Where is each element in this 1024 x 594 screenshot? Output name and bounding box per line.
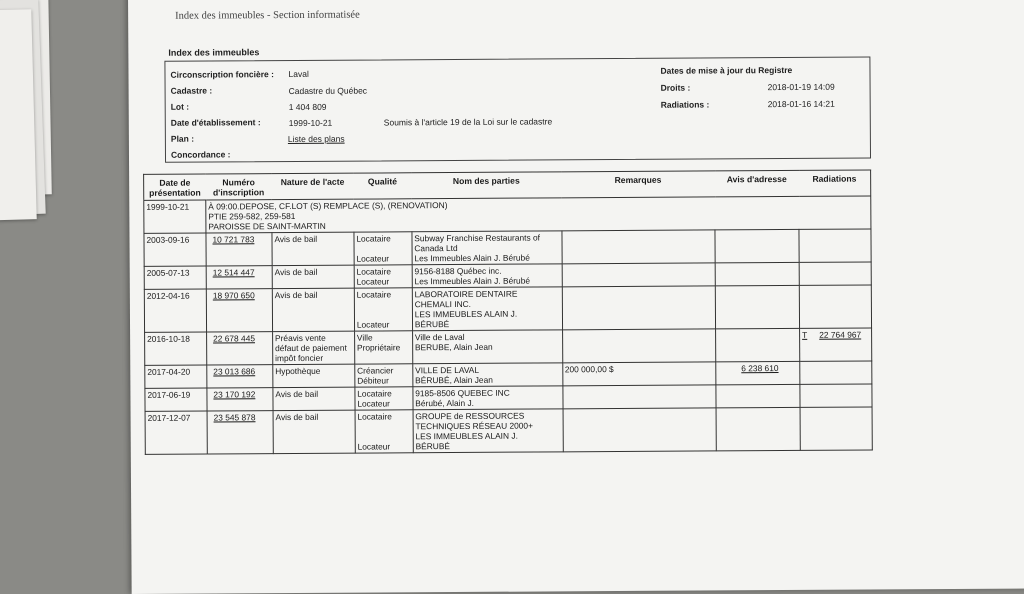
radiations-value: 2018-01-16 14:21 xyxy=(767,98,835,110)
party-name: Ville de Laval xyxy=(414,331,465,343)
cell-nature: Avis de bail xyxy=(273,410,355,453)
cell-parties xyxy=(412,330,562,364)
cell-date: 1999-10-21 xyxy=(144,200,206,233)
cell-date: 2003-09-16 xyxy=(144,233,206,266)
table-row xyxy=(144,285,871,332)
cell-remarques xyxy=(562,329,716,363)
cell-remarques xyxy=(562,385,716,409)
note-line: À 09:00.DEPOSE, CF.LOT (S) REMPLACE (S), (RENOVATION) xyxy=(208,200,448,212)
background-paper xyxy=(0,9,37,221)
col-header-radiations: Radiations xyxy=(799,170,871,196)
role: Locataire xyxy=(357,388,392,399)
document-header: Index des immeubles - Section informatisée xyxy=(175,9,360,22)
party-name: BÉRUBÉ xyxy=(415,441,451,452)
inscription-link[interactable]: 12 514 447 xyxy=(212,267,255,278)
party-name: BERUBE, Alain Jean xyxy=(414,341,493,353)
cell-parties xyxy=(412,287,562,331)
cell-numero xyxy=(207,332,273,365)
cell-radiations xyxy=(799,262,871,285)
cell-numero xyxy=(206,289,272,332)
nature-line: Préavis vente xyxy=(274,332,326,344)
col-header-remarques: Remarques xyxy=(561,171,715,198)
col-header-avis: Avis d'adresse xyxy=(715,170,799,197)
cell-numero xyxy=(206,266,272,289)
table-row xyxy=(145,328,872,365)
cell-qualite xyxy=(354,232,412,265)
table-row xyxy=(144,196,871,233)
cell-numero xyxy=(207,365,273,388)
circonscription-label: Circonscription foncière : xyxy=(170,69,274,80)
date-etablissement-value: 1999-10-21 xyxy=(288,117,333,129)
col-header-numero: Numéro d'inscription xyxy=(206,174,272,200)
cell-nature: Avis de bail xyxy=(272,288,354,331)
cell-radiations xyxy=(799,229,871,262)
inscription-link[interactable]: 10 721 783 xyxy=(212,234,255,245)
document-sheet xyxy=(128,0,1024,594)
cell-qualite xyxy=(355,387,413,410)
role: Locateur xyxy=(356,253,390,264)
cell-parties xyxy=(412,264,562,288)
cell-remarques xyxy=(561,230,715,264)
cadastre-label: Cadastre : xyxy=(170,85,213,96)
party-name: LABORATOIRE DENTAIRE xyxy=(414,288,518,300)
cell-nature: Hypothèque xyxy=(273,364,355,387)
role: Locataire xyxy=(356,233,391,244)
party-name: LES IMMEUBLES ALAIN J. xyxy=(415,430,518,442)
maj-title: Dates de mise à jour du Registre xyxy=(660,64,793,76)
party-name: 9185-8506 QUEBEC INC xyxy=(415,387,510,399)
cell-date: 2017-06-19 xyxy=(145,388,207,411)
article-note: Soumis à l'article 19 de la Loi sur le cadastre xyxy=(383,116,553,128)
party-name: Les Immeubles Alain J. Bérubé xyxy=(414,252,530,264)
plan-label: Plan : xyxy=(170,133,195,144)
property-info-box xyxy=(164,56,871,162)
role: Locataire xyxy=(356,266,391,277)
cell-renovation-note xyxy=(206,196,871,233)
cell-radiations xyxy=(800,384,872,407)
cell-numero xyxy=(207,411,273,454)
cell-avis xyxy=(716,407,800,451)
role: Propriétaire xyxy=(356,342,401,353)
table-row xyxy=(144,229,871,266)
cell-radiations xyxy=(799,285,871,328)
role: Locateur xyxy=(357,398,390,409)
registry-table xyxy=(143,169,873,454)
party-name: TECHNIQUES RÉSEAU 2000+ xyxy=(415,420,533,432)
cell-date: 2017-12-07 xyxy=(145,411,207,454)
party-name: Subway Franchise Restaurants of xyxy=(414,232,540,244)
cell-numero xyxy=(206,233,272,266)
role: Ville xyxy=(356,332,373,343)
role: Locateur xyxy=(356,276,390,287)
nature-line: défaut de paiement xyxy=(275,342,347,354)
cell-nature xyxy=(272,331,354,364)
role: Locataire xyxy=(357,411,392,422)
role: Locateur xyxy=(356,319,390,330)
avis-link[interactable]: 6 238 610 xyxy=(741,363,779,374)
role: Débiteur xyxy=(357,375,389,386)
cell-date: 2012-04-16 xyxy=(144,289,206,332)
radiation-link[interactable]: 22 764 967 xyxy=(819,329,862,340)
col-header-date: Date de présentation xyxy=(144,174,206,200)
cell-avis xyxy=(716,361,800,385)
party-name: VILLE DE LAVAL xyxy=(415,364,480,376)
inscription-link[interactable]: 23 013 686 xyxy=(213,366,256,377)
cell-qualite xyxy=(354,331,412,364)
party-name: BÉRUBÉ xyxy=(414,319,450,330)
cell-parties xyxy=(413,363,563,387)
party-name: GROUPE de RESSOURCES xyxy=(415,410,525,422)
cell-avis xyxy=(716,328,800,362)
cell-qualite xyxy=(354,288,412,331)
cell-date: 2016-10-18 xyxy=(145,332,207,365)
note-line: PTIE 259-582, 259-581 xyxy=(208,210,296,222)
inscription-link[interactable]: 18 970 650 xyxy=(212,290,255,301)
cell-parties xyxy=(413,386,563,410)
plan-link[interactable]: Liste des plans xyxy=(287,133,345,145)
party-name: Bérubé, Alain J. xyxy=(415,397,474,409)
cell-qualite xyxy=(354,265,412,288)
inscription-link[interactable]: 22 678 445 xyxy=(213,333,256,344)
cell-avis xyxy=(715,262,799,286)
cell-date: 2005-07-13 xyxy=(144,266,206,289)
lot-label: Lot : xyxy=(170,101,190,112)
cadastre-value: Cadastre du Québec xyxy=(288,85,368,97)
droits-label: Droits : xyxy=(660,82,691,93)
cell-radiations xyxy=(800,328,872,361)
date-etablissement-label: Date d'établissement : xyxy=(170,117,261,128)
cell-remarques xyxy=(562,263,716,287)
radiations-label: Radiations : xyxy=(660,99,710,110)
cell-parties xyxy=(412,231,562,265)
party-name: CHEMALI INC. xyxy=(414,298,472,310)
cell-numero xyxy=(207,388,273,411)
col-header-parties: Nom des parties xyxy=(411,172,561,199)
cell-avis xyxy=(715,285,799,329)
party-name: 9156-8188 Québec inc. xyxy=(414,265,502,277)
cell-remarques xyxy=(563,408,717,452)
cell-nature: Avis de bail xyxy=(272,232,354,265)
cell-avis xyxy=(716,384,800,408)
party-name: Canada Ltd xyxy=(414,242,458,254)
inscription-link[interactable]: 23 545 878 xyxy=(213,412,256,423)
role: Locateur xyxy=(357,441,391,452)
circonscription-value: Laval xyxy=(288,68,309,80)
col-header-nature: Nature de l'acte xyxy=(272,173,354,199)
cell-radiations xyxy=(800,361,872,384)
cell-date: 2017-04-20 xyxy=(145,365,207,388)
cell-parties xyxy=(413,409,563,453)
cell-radiations xyxy=(800,407,872,450)
section-title: Index des immeubles xyxy=(168,47,260,58)
role: Locataire xyxy=(356,289,392,300)
inscription-link[interactable]: 23 170 192 xyxy=(213,389,256,400)
col-header-qualite: Qualité xyxy=(353,173,411,199)
party-name: BÉRUBÉ, Alain Jean xyxy=(415,374,493,386)
cell-avis xyxy=(715,229,799,263)
concordance-label: Concordance : xyxy=(170,149,231,160)
cell-remarques: 200 000,00 $ xyxy=(562,362,716,386)
cell-qualite xyxy=(355,364,413,387)
party-name: Les Immeubles Alain J. Bérubé xyxy=(414,275,531,287)
party-name: LES IMMEUBLES ALAIN J. xyxy=(414,308,518,320)
table-row xyxy=(145,407,872,454)
cell-nature: Avis de bail xyxy=(273,387,355,410)
note-line: PAROISSE DE SAINT-MARTIN xyxy=(208,220,326,232)
nature-line: impôt foncier xyxy=(275,352,324,364)
role: Créancier xyxy=(357,365,394,376)
droits-value: 2018-01-19 14:09 xyxy=(767,81,835,93)
cell-qualite xyxy=(355,410,413,453)
radiation-type: T xyxy=(802,329,808,340)
lot-value: 1 404 809 xyxy=(288,101,327,113)
cell-remarques xyxy=(562,286,716,330)
cell-nature: Avis de bail xyxy=(272,265,354,288)
